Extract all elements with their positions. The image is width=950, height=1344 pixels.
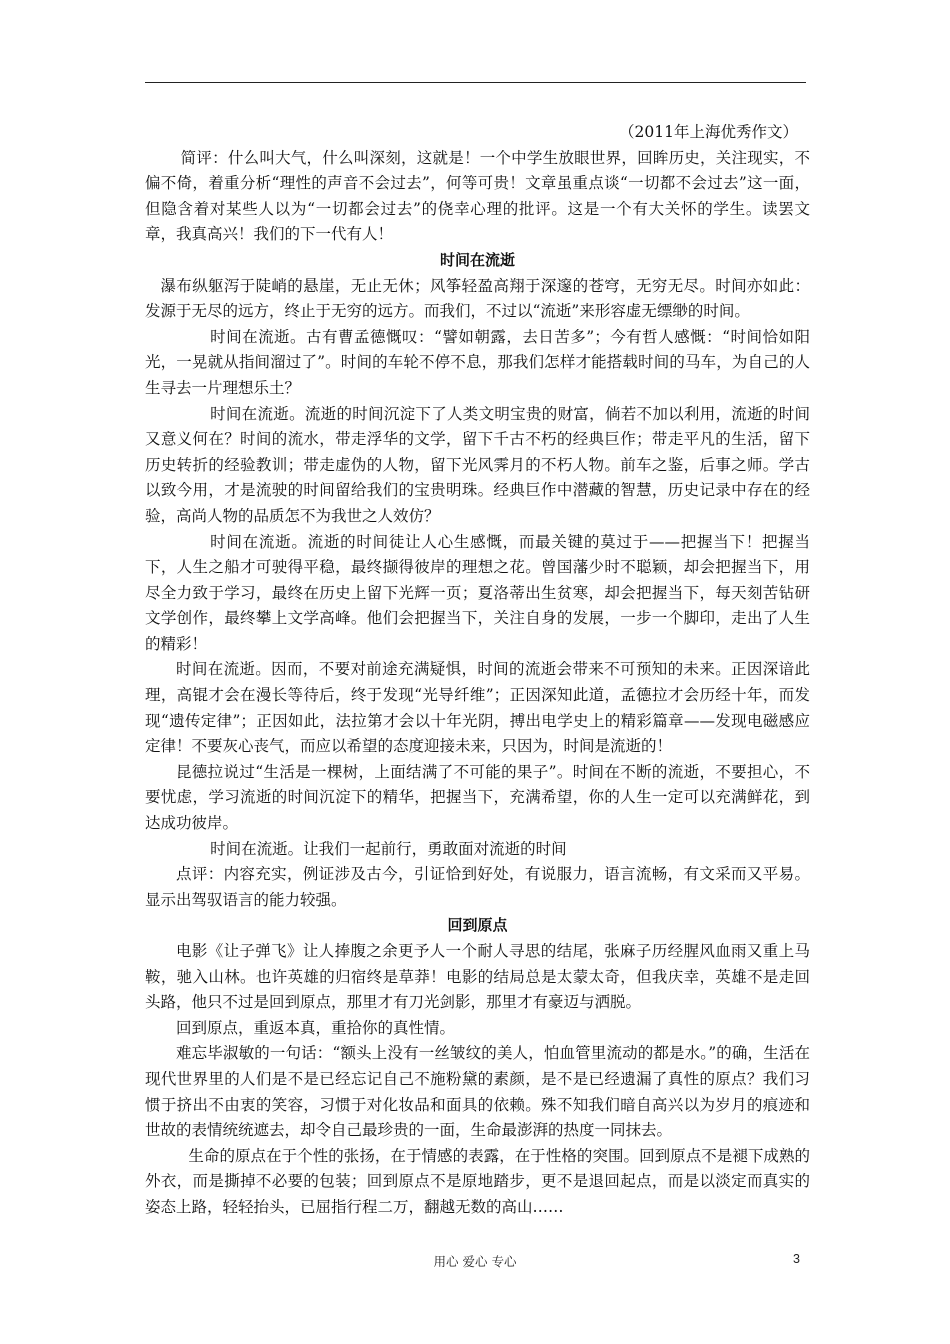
essay-paragraph: 瀑布纵躯泻于陡峭的悬崖，无止无休；风筝轻盈高翔于深邃的苍穹，无穷无尽。时间亦如此：发源于无尽的远方，终止于无穷的远方。而我们，不过以“流逝”来形容虚无缥缈的时间。 [145,276,810,321]
document-body [145,120,810,1221]
essay-paragraph: 回到原点，重返本真，重拾你的真性情。 [176,1018,456,1037]
source-line: （2011年上海优秀作文） [619,123,798,141]
essay-paragraph: 电影《让子弹飞》让人捧腹之余更予人一个耐人寻思的结尾，张麻子历经腥风血雨又重上马鞍，驰入山林。也许英雄的归宿终是草莽！电影的结局总是太蒙太奇，但我庆幸，英雄不是走回头路，他只不过是回到原点，那里才有刀光剑影，那里才有豪迈与洒脱。 [145,942,810,1012]
page-number: 3 [793,1252,800,1266]
comment-paragraph: 简评：什么叫大气，什么叫深刻，这就是！一个中学生放眼世界，回眸历史，关注现实，不偏不倚，着重分析“理性的声音不会过去”，何等可贵！文章虽重点谈“一切都不会过去”这一面，但隐含着对某些人以为“一切都会过去”的侥幸心理的批评。这是一个有大关怀的学生。读罢文章，我真高兴！我们的下一代有人！ [145,148,810,244]
header-rule [145,82,806,83]
essay-paragraph: 时间在流逝。流逝的时间徒让人心生感慨，而最关键的莫过于——把握当下！把握当下，人生之船才可驶得平稳，最终撷得彼岸的理想之花。曾国藩少时不聪颖，却会把握当下，用尽全力致于学习，最终在历史上留下光辉一页；夏洛蒂出生贫寒，却会把握当下，每天刻苦钻研文学创作，最终攀上文学高峰。他们会把握当下，关注自身的发展，一步一个脚印，走出了人生的精彩！ [145,532,810,653]
essay-paragraph: 难忘毕淑敏的一句话：“额头上没有一丝皱纹的美人，怕血管里流动的都是水。”的确，生活在现代世界里的人们是不是已经忘记自己不施粉黛的素颜，是不是已经遗漏了真性的原点？我们习惯于挤出不由衷的笑容，习惯于对化妆品和面具的依赖。殊不知我们暗自高兴以为岁月的痕迹和世故的表情统统遮去，却令自己最珍贵的一面，生命最澎湃的热度一同抹去。 [145,1044,810,1140]
essay-paragraph: 时间在流逝。因而，不要对前途充满疑惧，时间的流逝会带来不可预知的未来。正因深谙此理，高锟才会在漫长等待后，终于发现“光导纤维”；正因深知此道，孟德拉才会历经十年，而发现“遗传定律”；正因如此，法拉第才会以十年光阴，搏出电学史上的精彩篇章——发现电磁感应定律！不要灰心丧气，而应以希望的态度迎接未来，只因为，时间是流逝的！ [145,660,810,756]
essay-title: 回到原点 [447,916,508,935]
essay-paragraph: 时间在流逝。流逝的时间沉淀下了人类文明宝贵的财富，倘若不加以利用，流逝的时间又意义何在？时间的流水，带走浮华的文学，留下千古不朽的经典巨作；带走平凡的生活，留下历史转折的经验教训；带走虚伪的人物，留下光风霁月的不朽人物。前车之鉴，后事之师。学古以致今用，才是流驶的时间留给我们的宝贵明珠。经典巨作中潜藏的智慧，历史记录中存在的经验，高尚人物的品质怎不为我世之人效仿？ [145,404,810,525]
essay-title: 时间在流逝 [439,250,515,269]
essay-paragraph: 生命的原点在于个性的张扬，在于情感的表露，在于性格的突围。回到原点不是褪下成熟的外衣，而是撕掉不必要的包装；回到原点不是原地踏步，更不是退回起点，而是以淡定而真实的姿态上路，轻轻抬头，已屈指行程二万，翻越无数的高山…… [145,1146,810,1216]
essay-paragraph: 时间在流逝。古有曹孟德慨叹：“譬如朝露，去日苦多”；今有哲人感慨：“时间恰如阳光，一晃就从指间溜过了”。时间的车轮不停不息，那我们怎样才能搭载时间的马车，为自己的人生寻去一片理想乐土？ [145,327,810,397]
essay-paragraph: 昆德拉说过“生活是一棵树，上面结满了不可能的果子”。时间在不断的流逝，不要担心，不要忧虑，学习流逝的时间沉淀下的精华，把握当下，充满希望，你的人生一定可以充满鲜花，到达成功彼岸。 [145,762,810,833]
essay-paragraph: 时间在流逝。让我们一起前行，勇敢面对流逝的时间 [210,839,567,858]
comment-paragraph: 点评：内容充实，例证涉及古今，引证恰到好处，有说服力，语言流畅，有文采而又平易。显示出驾驭语言的能力较强。 [145,865,810,909]
footer-slogan: 用心 爱心 专心 [433,1254,517,1269]
